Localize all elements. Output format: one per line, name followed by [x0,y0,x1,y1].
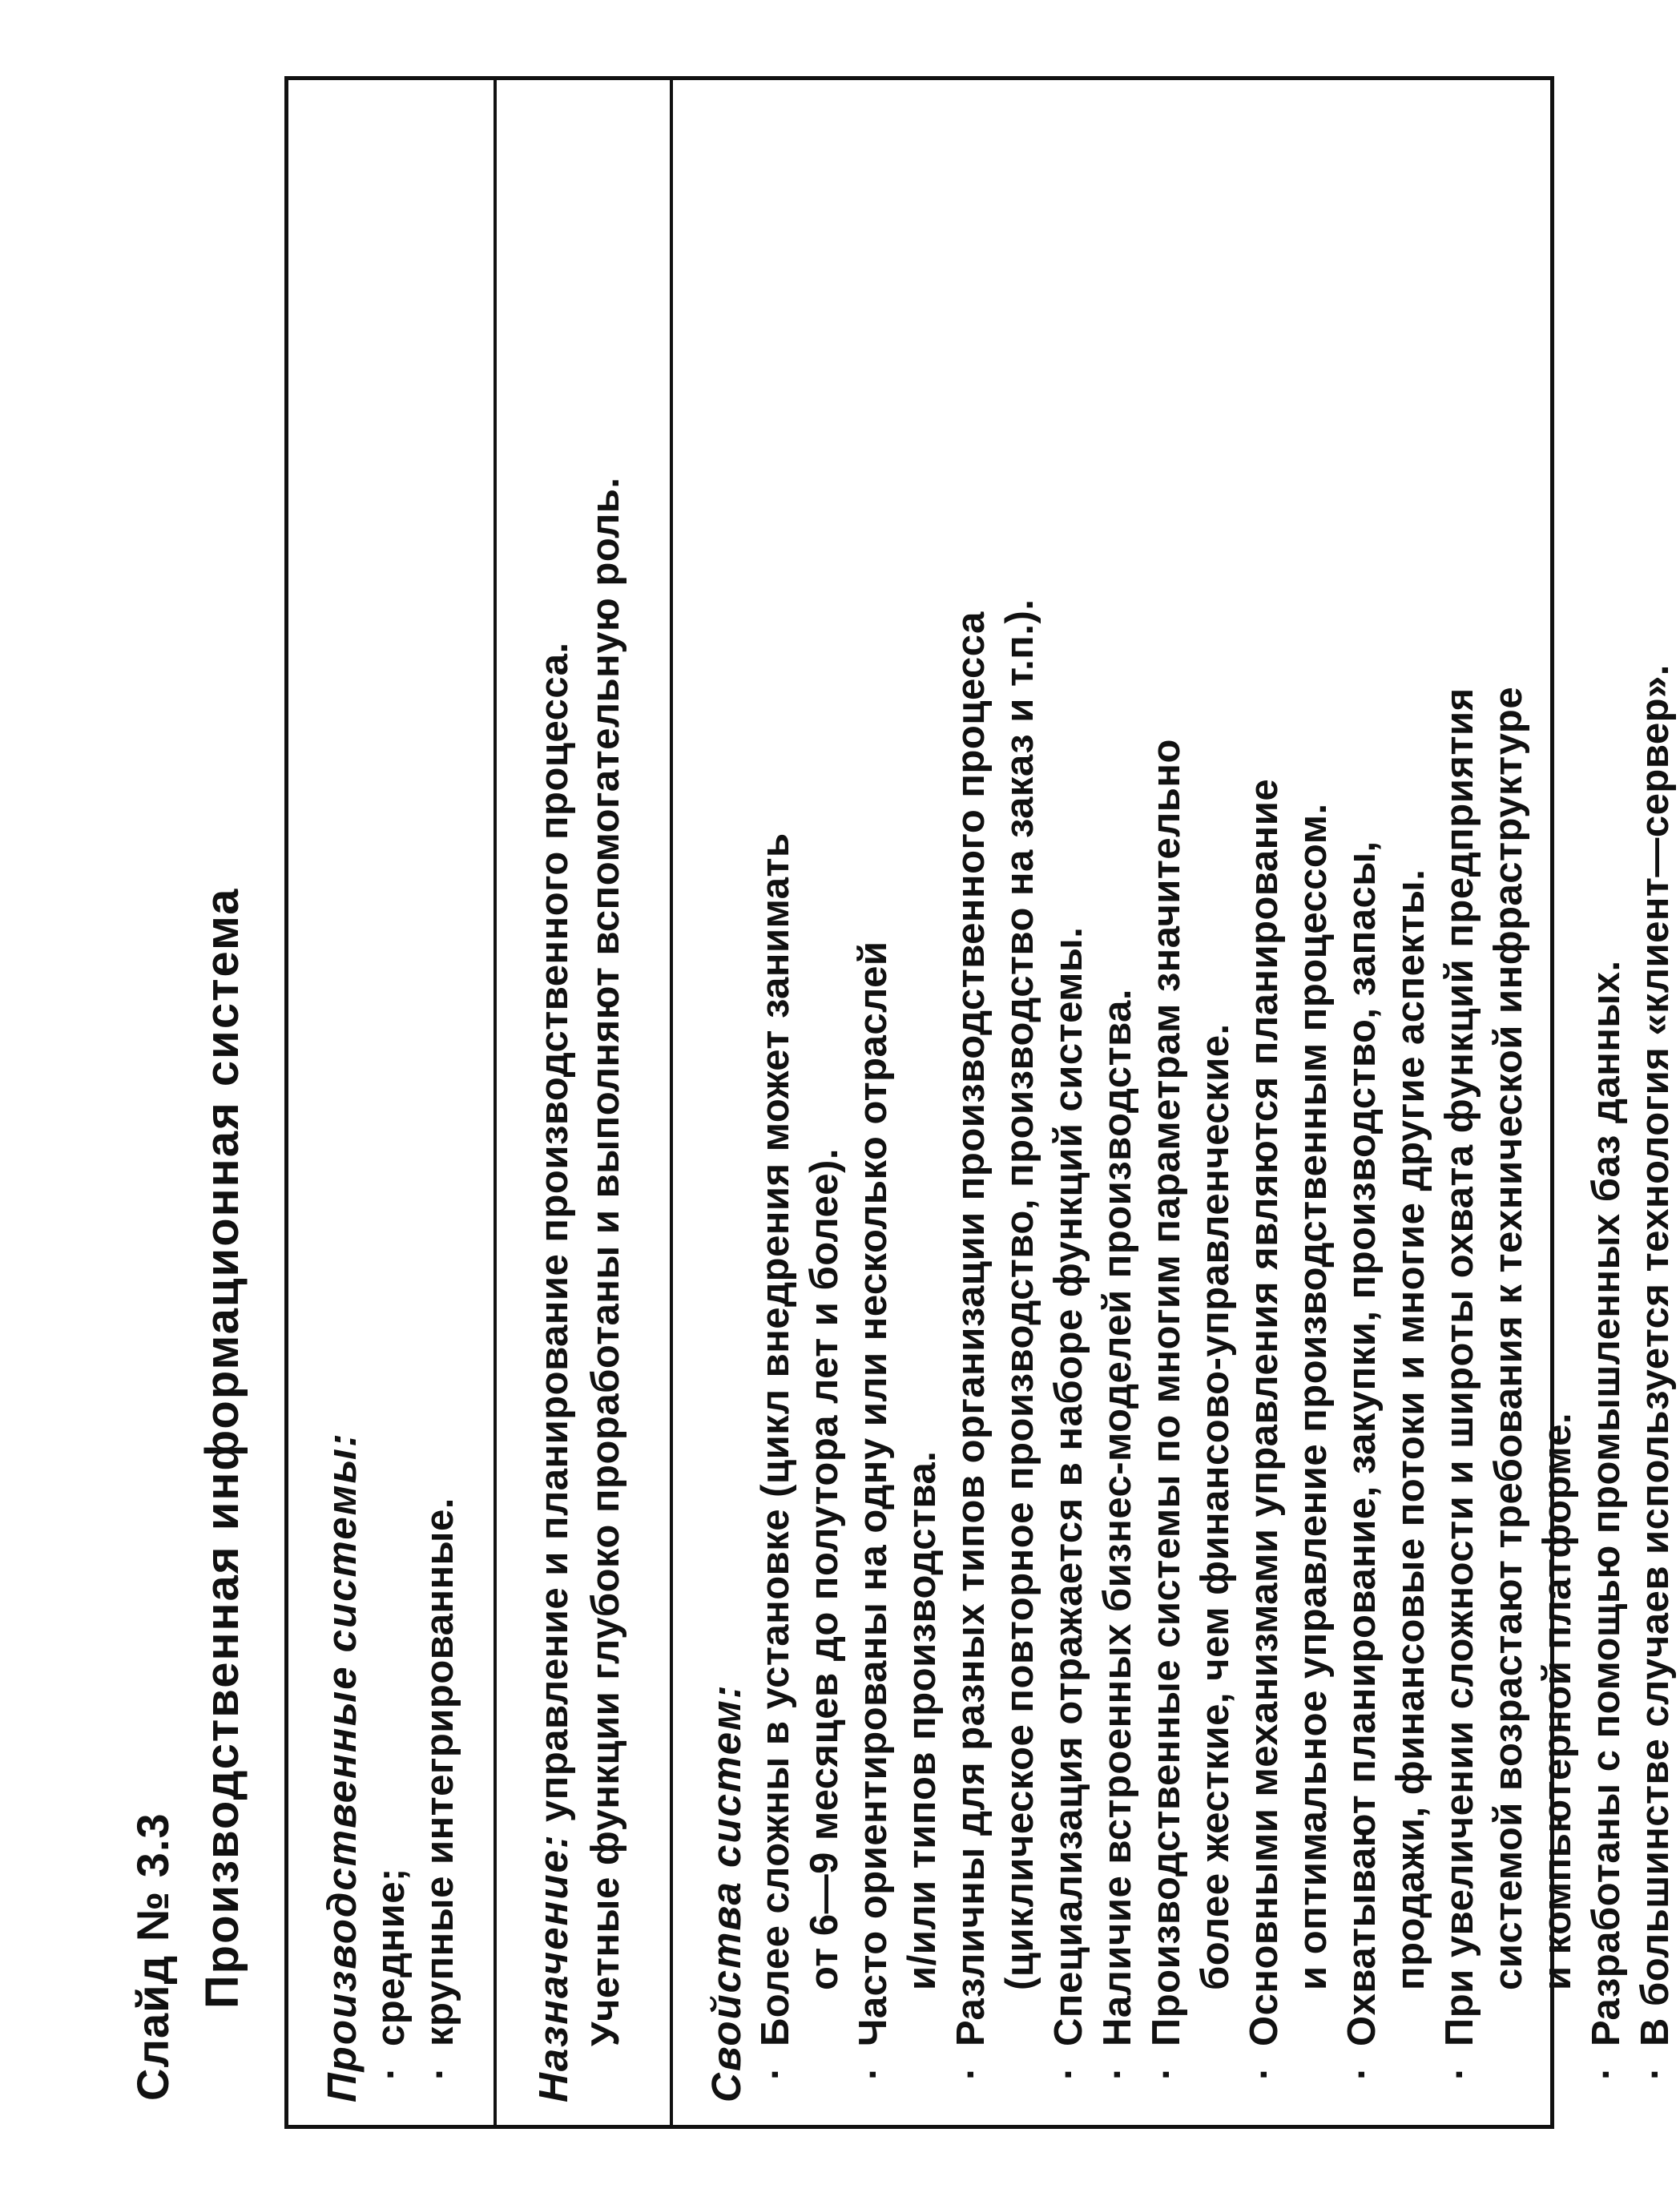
list-item: · средние; [367,103,416,2102]
properties-heading: Свойства систем: [703,1683,749,2102]
list-item-continuation: и оптимальное управление производственным процессом. [1291,803,1335,1990]
purpose-section [497,80,673,2125]
list-item: · Охватывают планирование, закупки, производство, запасы, [1338,103,1387,2102]
list-item: · Основными механизмами управления являются планирование [1240,103,1289,2102]
system-types-heading: Производственные системы: [319,1432,365,2102]
list-item: · Часто ориентированы на одну или несколько отраслей [849,103,898,2102]
list-item: · крупные интегрированные. [416,103,465,2102]
list-item-continuation: и/или типов производства. [900,1450,944,1990]
purpose-line [529,103,580,2102]
list-item: · Разработаны с помощью промышленных баз данных. [1582,103,1631,2102]
list-item: · В большинстве случаев используется технология «клиент—сервер». [1631,103,1680,2102]
list-item: · Производственные системы по многим параметрам значительно [1142,103,1191,2102]
purpose-label: Назначение: [530,1833,576,2102]
properties-section [673,80,1680,2125]
system-types-section [288,80,497,2125]
page-title: Производственная информационная система [196,887,248,2009]
list-item: · Более сложны в установке (цикл внедрения может занимать [751,103,800,2102]
content-frame [284,76,1677,2129]
list-item-continuation: (циклическое повторное производство, производство на заказ и т.п.). [998,599,1041,1990]
list-item-continuation: и компьютерной платформе. [1536,1413,1579,1990]
list-item-continuation: системой возрастают требования к технической инфраструктуре [1487,686,1530,1990]
list-item-continuation: продажи, финансовые потоки и многие другие аспекты. [1389,869,1432,1990]
list-item: · Наличие встроенных бизнес-моделей производства. [1094,103,1142,2102]
purpose-text: управление и планирование производственного процесса. [533,642,576,1834]
purpose-line-2: Учетные функции глубоко проработаны и выполняют вспомогательную роль. [584,477,627,2046]
list-item: · Специализация отражается в наборе функций системы. [1045,103,1094,2102]
list-item: · При увеличении сложности и широты охвата функций предприятия [1436,103,1485,2102]
list-item-continuation: более жесткие, чем финансово-управленческие. [1194,1023,1237,1990]
list-item-continuation: от 6—9 месяцев до полутора лет и более). [803,1148,846,1990]
slide-number: Слайд № 3.3 [127,1812,178,2101]
list-item: · Различны для разных типов организации производственного процесса [947,103,996,2102]
